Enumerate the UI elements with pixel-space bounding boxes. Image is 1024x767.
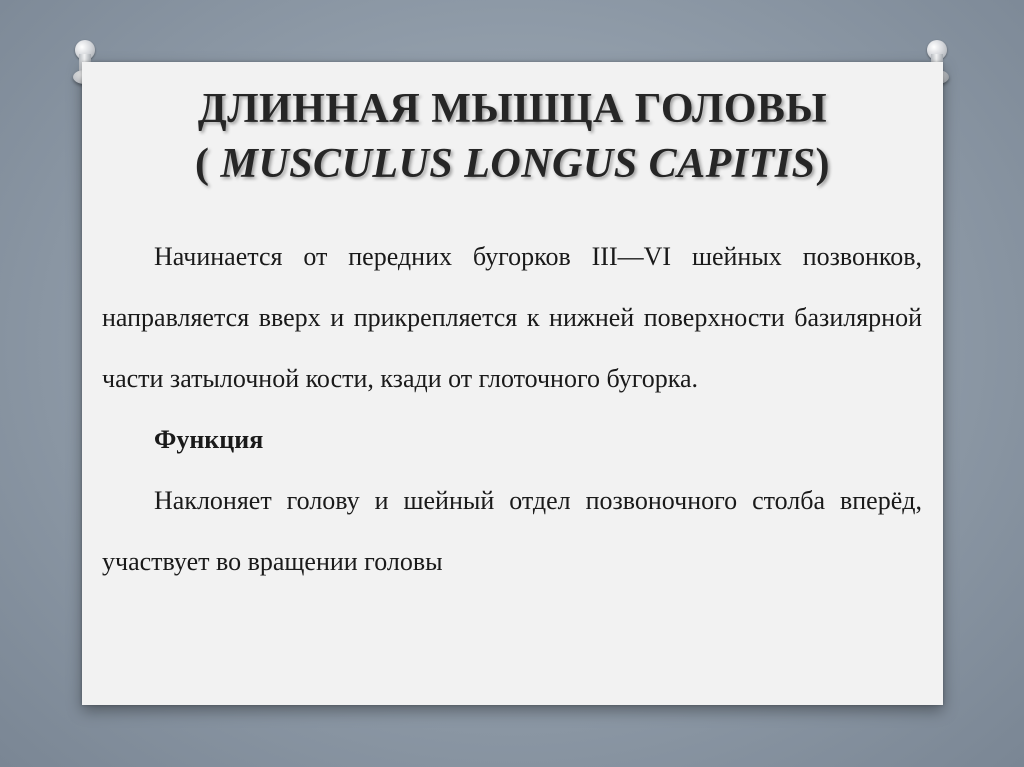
- function-heading: Функция: [154, 425, 264, 454]
- origin-paragraph: Начинается от передних бугорков III—VI шейных позвонков, направляется вверх и прикрепляется к нижней поверхности базилярной части затылочной кости, кзади от глоточного бугорка.: [102, 242, 922, 393]
- title-line-1: ДЛИННАЯ МЫШЦА ГОЛОВЫ: [197, 86, 828, 132]
- slide-body: [102, 226, 922, 592]
- function-paragraph: Наклоняет голову и шейный отдел позвоночного столба вперёд, участвует во вращении головы: [102, 486, 922, 576]
- title-line-2: [82, 137, 943, 192]
- title-paren-close: ): [815, 141, 830, 187]
- title-paren-open: (: [195, 141, 221, 187]
- slide-title: [82, 82, 943, 192]
- title-latin-name: MUSCULUS LONGUS CAPITIS: [220, 141, 816, 187]
